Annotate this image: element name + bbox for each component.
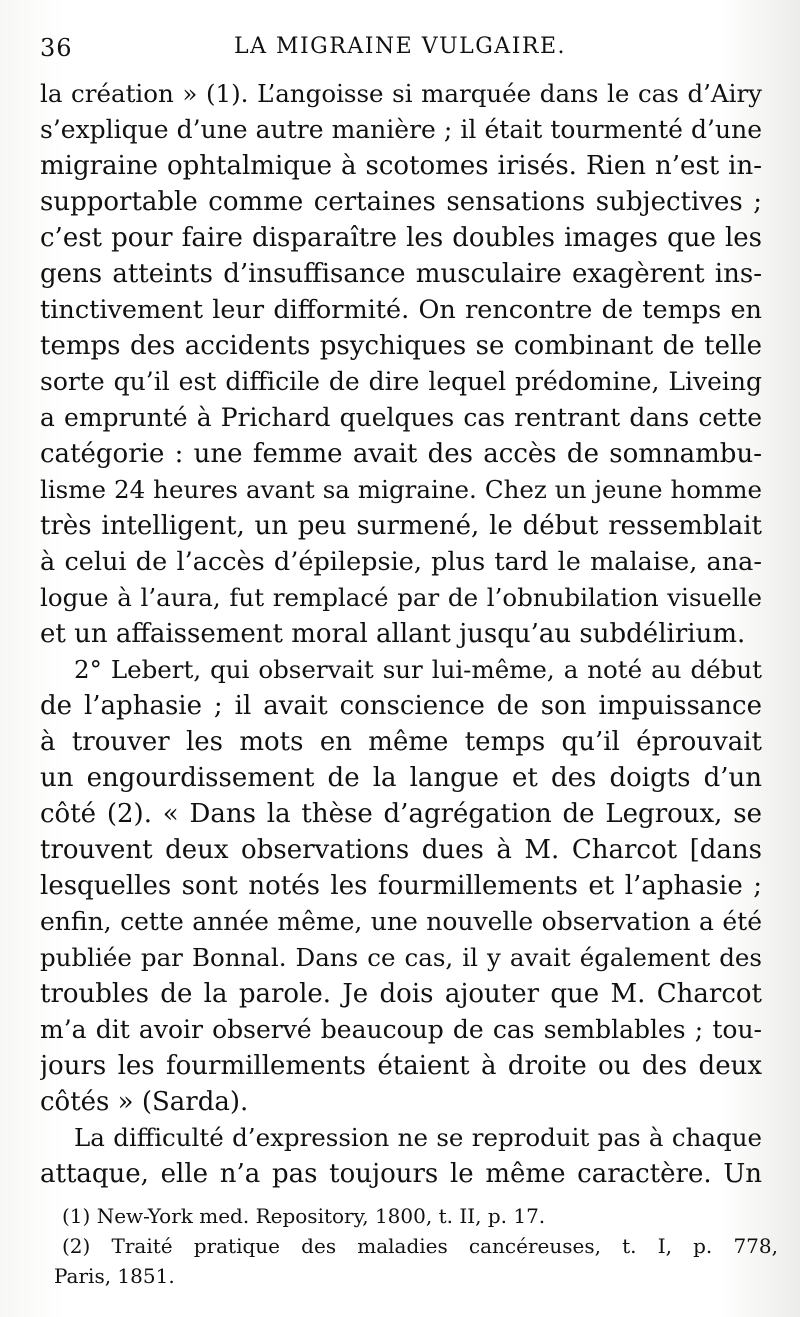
text-line: catégorie : une femme avait des accès de somnambu-: [40, 439, 762, 469]
text-line: logue à l’aura, fut remplacé par de l’obnubilation visuelle: [40, 583, 762, 612]
text-line: trouvent deux observations dues à M. Charcot [dans: [40, 835, 762, 865]
text-line: gens atteints d’insuffisance musculaire exagèrent ins-: [40, 259, 762, 289]
text-line: côté (2). « Dans la thèse d’agrégation de Legroux, se: [40, 799, 762, 829]
text-line: tinctivement leur difformité. On rencontre de temps en: [40, 295, 762, 325]
paragraph-start-line: La difficulté d’expression ne se reproduit pas à chaque: [74, 1123, 762, 1152]
body-text: [40, 76, 762, 1192]
footnote-2-continuation: Paris, 1851.: [54, 1264, 175, 1288]
footnote-1: (1) New-York med. Repository, 1800, t. II, p. 17.: [62, 1204, 546, 1228]
text-line: un engourdissement de la langue et des doigts d’un: [40, 763, 762, 793]
text-line: la création » (1). L’angoisse si marquée dans le cas d’Airy: [40, 79, 762, 108]
text-line: troubles de la parole. Je dois ajouter que M. Charcot: [40, 979, 762, 1009]
text-line: lesquelles sont notés les fourmillements et l’aphasie ;: [40, 871, 762, 901]
running-title: LA MIGRAINE VULGAIRE.: [233, 34, 567, 59]
footnotes: [54, 1201, 778, 1291]
paragraph-end-line: et un affaissement moral allant jusqu’au subdélirium.: [40, 619, 746, 649]
text-line: lisme 24 heures avant sa migraine. Chez un jeune homme: [40, 475, 762, 504]
text-line: migraine ophtalmique à scotomes irisés. Rien n’est in-: [40, 151, 762, 181]
text-line: à trouver les mots en même temps qu’il éprouvait: [40, 727, 762, 757]
text-line: a emprunté à Prichard quelques cas rentrant dans cette: [40, 403, 762, 432]
page-header: [40, 34, 760, 68]
text-line: c’est pour faire disparaître les doubles images que les: [40, 223, 762, 253]
text-line: à celui de l’accès d’épilepsie, plus tard le malaise, ana-: [40, 547, 762, 577]
text-line: sorte qu’il est difficile de dire lequel prédomine, Liveing: [40, 367, 762, 396]
text-line: temps des accidents psychiques se combinant de telle: [40, 331, 762, 361]
text-line: très intelligent, un peu surmené, le début ressemblait: [40, 511, 762, 541]
paragraph-start-line: 2° Lebert, qui observait sur lui-même, a noté au début: [74, 655, 762, 684]
text-line: enfin, cette année même, une nouvelle observation a été: [40, 907, 762, 936]
text-line: attaque, elle n’a pas toujours le même caractère. Un: [40, 1159, 762, 1189]
page-number: 36: [40, 34, 73, 62]
text-line: m’a dit avoir observé beaucoup de cas semblables ; tou-: [40, 1015, 762, 1044]
paragraph-end-line: côtés » (Sarda).: [40, 1087, 249, 1117]
text-line: de l’aphasie ; il avait conscience de son impuissance: [40, 691, 762, 721]
text-line: supportable comme certaines sensations subjectives ;: [40, 187, 762, 217]
footnote-2: (2) Traité pratique des maladies cancéreuses, t. I, p. 778,: [62, 1234, 778, 1258]
text-line: s’explique d’une autre manière ; il était tourmenté d’une: [40, 115, 762, 144]
text-line: publiée par Bonnal. Dans ce cas, il y avait également des: [40, 943, 762, 972]
text-line: jours les fourmillements étaient à droite ou des deux: [40, 1051, 762, 1081]
